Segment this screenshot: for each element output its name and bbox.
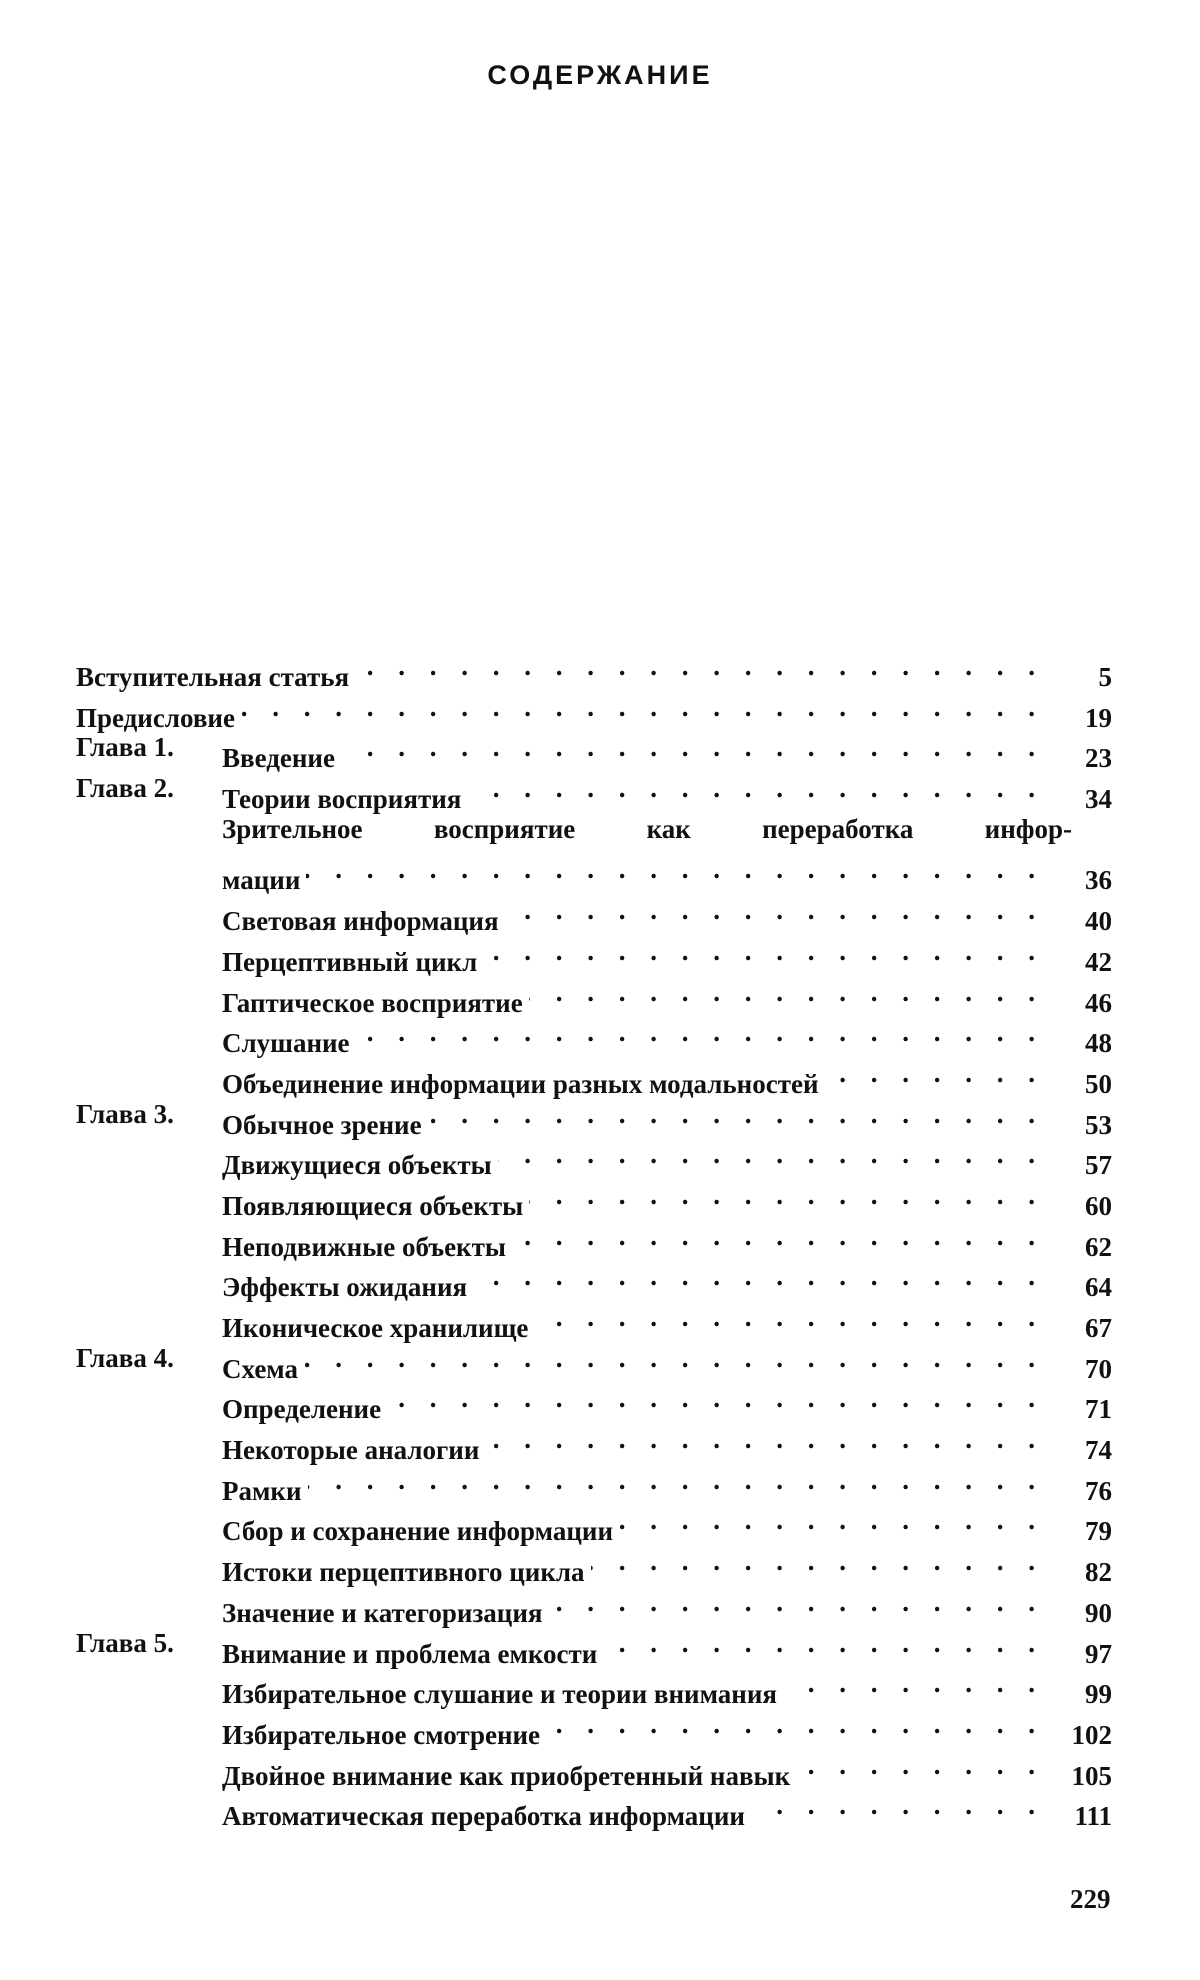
entry-page-number: 5 <box>1098 662 1112 692</box>
entry-title: Зрительное восприятие как переработка инфор- <box>222 813 1072 844</box>
dot-leader <box>603 1623 1044 1663</box>
entry-title: Истоки перцептивного цикла <box>222 1557 585 1588</box>
dot-leader <box>529 1175 1044 1215</box>
entry-title: Предисловие <box>76 702 235 733</box>
toc-entry <box>76 849 1112 896</box>
toc-entry <box>76 1012 1112 1059</box>
toc-entry <box>76 1338 1112 1384</box>
entry-title: Сбор и сохранение информации <box>222 1516 614 1547</box>
dot-leader <box>356 1012 1044 1052</box>
entry-page-number: 105 <box>1071 1760 1112 1791</box>
dot-leader <box>467 768 1044 808</box>
entry-title: Слушание <box>222 1028 350 1059</box>
entry-page-number: 79 <box>1085 1516 1112 1547</box>
entry-page-number: 67 <box>1085 1313 1112 1343</box>
entry-title: Рамки <box>222 1475 302 1506</box>
dot-leader <box>619 1500 1044 1540</box>
toc-entry <box>76 1419 1112 1466</box>
dot-leader <box>751 1785 1044 1825</box>
dot-leader <box>304 1338 1044 1378</box>
dot-leader <box>241 687 1044 727</box>
entry-page-number: 53 <box>1085 1109 1112 1140</box>
toc-entry <box>76 646 1112 692</box>
entry-page-number: 36 <box>1085 865 1112 896</box>
entry-page-number: 57 <box>1085 1150 1112 1181</box>
entry-page-number: 19 <box>1085 702 1112 733</box>
chapter-label: Глава 4. <box>76 1342 174 1373</box>
dot-leader <box>341 727 1044 767</box>
entry-title: Схема <box>222 1353 299 1384</box>
dot-leader <box>308 1460 1045 1500</box>
entry-title: Вступительная статья <box>76 662 350 692</box>
entry-page-number: 60 <box>1085 1190 1112 1221</box>
dot-leader <box>505 890 1044 930</box>
entry-title: Избирательное смотрение <box>222 1719 541 1750</box>
toc-entry <box>76 1785 1112 1832</box>
dot-leader <box>498 1134 1044 1174</box>
entry-page-number: 111 <box>1074 1801 1112 1832</box>
page-title: СОДЕРЖАНИЕ <box>487 60 713 90</box>
toc-entry <box>76 972 1112 1018</box>
entry-page-number: 42 <box>1085 946 1112 977</box>
entry-page-number: 46 <box>1085 987 1112 1018</box>
toc-entry <box>76 1297 1112 1343</box>
chapter-label: Глава 2. <box>76 773 174 804</box>
dot-leader <box>534 1297 1044 1337</box>
entry-page-number: 70 <box>1085 1353 1112 1384</box>
toc-entry <box>76 768 1112 815</box>
dot-leader <box>825 1053 1044 1093</box>
entry-page-number: 97 <box>1085 1638 1112 1669</box>
entry-page-number: 62 <box>1085 1231 1112 1262</box>
chapter-label: Глава 5. <box>76 1627 174 1658</box>
dot-leader <box>355 646 1044 686</box>
dot-leader <box>485 1419 1044 1459</box>
entry-title: Объединение информации разных модальностей <box>222 1068 819 1099</box>
entry-title: Значение и категоризация <box>222 1597 543 1628</box>
toc-entry <box>76 1134 1112 1181</box>
toc-entry <box>76 1500 1112 1547</box>
entry-title: Внимание и проблема емкости <box>222 1638 598 1669</box>
toc-entry <box>76 1745 1112 1791</box>
dot-leader <box>512 1216 1044 1256</box>
entry-title: Двойное внимание как приобретенный навык <box>222 1760 791 1791</box>
dot-leader <box>529 972 1044 1012</box>
entry-page-number: 90 <box>1085 1597 1112 1628</box>
toc-entry <box>76 1541 1112 1588</box>
toc-entry <box>76 727 1112 774</box>
entry-title: Эффекты ожидания <box>222 1272 468 1303</box>
entry-title: мации <box>222 865 301 896</box>
entry-title: Перцептивный цикл <box>222 946 478 977</box>
entry-title: Движущиеся объекты <box>222 1150 492 1181</box>
chapter-label: Глава 3. <box>76 1098 174 1129</box>
entry-page-number: 23 <box>1085 743 1112 774</box>
entry-title: Избирательное слушание и теории внимания <box>222 1679 778 1710</box>
entry-title: Введение <box>222 743 335 774</box>
entry-title: Световая информация <box>222 906 499 937</box>
entry-title: Гаптическое восприятие <box>222 987 523 1018</box>
toc-entry <box>76 1704 1112 1750</box>
dot-leader <box>783 1663 1044 1703</box>
toc-entry <box>76 1623 1112 1669</box>
entry-page-number: 50 <box>1085 1068 1112 1099</box>
dot-leader <box>473 1256 1044 1296</box>
toc-entry <box>76 687 1112 733</box>
entry-title: Обычное зрение <box>222 1109 422 1140</box>
toc-entry <box>76 1175 1112 1221</box>
entry-title: Теории восприятия <box>222 784 462 815</box>
dot-leader <box>428 1094 1044 1134</box>
toc-entry <box>76 1216 1112 1262</box>
toc-entry <box>76 890 1112 937</box>
dot-leader <box>306 849 1044 889</box>
dot-leader <box>796 1745 1044 1785</box>
dot-leader <box>546 1704 1044 1744</box>
toc-entry <box>76 1663 1112 1710</box>
dot-leader <box>483 931 1044 971</box>
entry-page-number: 71 <box>1085 1394 1112 1425</box>
toc-entry <box>76 1378 1112 1425</box>
page-number: 229 <box>1070 1884 1111 1914</box>
entry-title: Определение <box>222 1394 382 1425</box>
entry-title: Неподвижные объекты <box>222 1231 506 1262</box>
entry-page-number: 40 <box>1085 906 1112 937</box>
entry-title: Некоторые аналогии <box>222 1435 480 1466</box>
entry-page-number: 48 <box>1085 1028 1112 1059</box>
dot-leader <box>591 1541 1044 1581</box>
chapter-label: Глава 1. <box>76 732 174 763</box>
entry-page-number: 82 <box>1085 1557 1112 1588</box>
toc-entry <box>76 1582 1112 1628</box>
toc-entry <box>76 1053 1112 1099</box>
entry-page-number: 76 <box>1085 1475 1112 1506</box>
entry-title: Появляющиеся объекты <box>222 1190 524 1221</box>
dot-leader <box>387 1378 1044 1418</box>
entry-page-number: 74 <box>1085 1435 1112 1466</box>
table-of-contents <box>76 646 1112 1832</box>
toc-entry <box>76 1256 1112 1303</box>
toc-entry <box>76 1094 1112 1140</box>
dot-leader <box>549 1582 1044 1622</box>
toc-entry <box>76 931 1112 977</box>
toc-entry <box>76 1460 1112 1506</box>
toc-entry <box>76 809 1112 850</box>
entry-title: Иконическое хранилище <box>222 1313 529 1343</box>
entry-title: Автоматическая переработка информации <box>222 1801 745 1832</box>
entry-page-number: 99 <box>1085 1679 1112 1710</box>
entry-page-number: 64 <box>1085 1272 1112 1303</box>
entry-page-number: 102 <box>1071 1719 1112 1750</box>
entry-page-number: 34 <box>1085 784 1112 815</box>
